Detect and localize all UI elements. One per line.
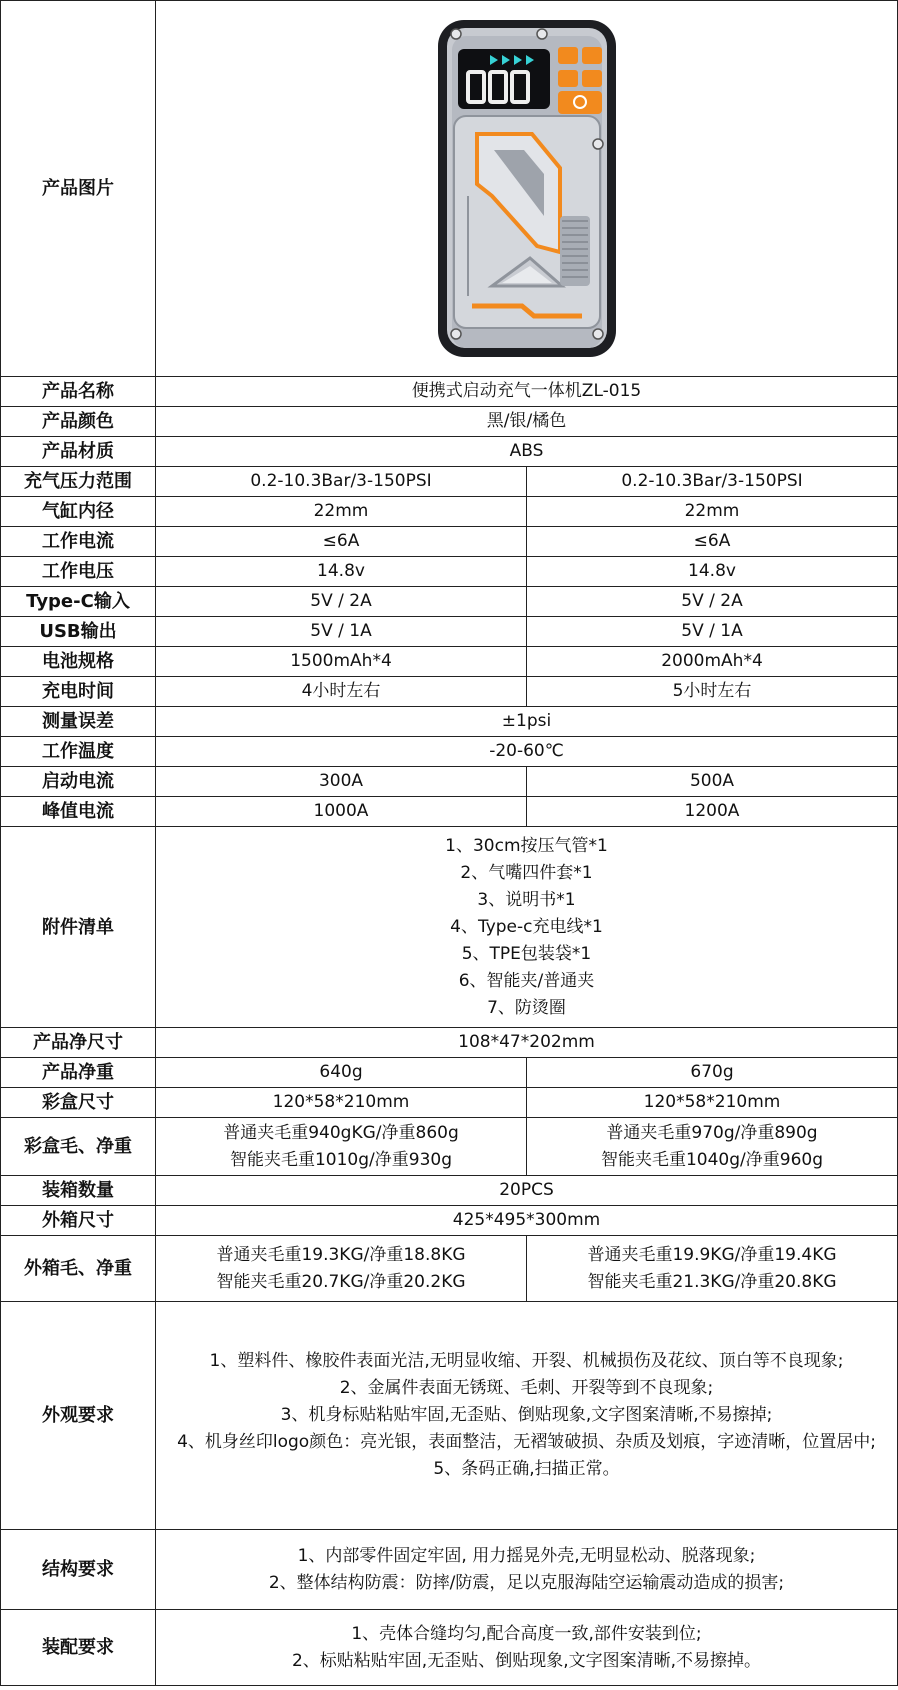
list-item: 4、机身丝印logo颜色：亮光银，表面整洁，无褶皱破损、杂质及划痕，字迹清晰，位置居中; — [177, 1432, 876, 1452]
row-accessories — [1, 827, 898, 1028]
list-item: 1、内部零件固定牢固, 用力摇晃外壳,无明显松动、脱落现象; — [297, 1545, 756, 1566]
row-box-weight — [1, 1118, 898, 1176]
row-label: 工作电压 — [1, 557, 156, 587]
row-value: ABS — [156, 437, 898, 467]
row-net-size — [1, 1028, 898, 1058]
row-label: 产品颜色 — [1, 407, 156, 437]
row-label: 工作温度 — [1, 737, 156, 767]
list-item: 2、整体结构防震：防摔/防震，足以克服海陆空运输震动造成的损害; — [268, 1572, 785, 1593]
row-label: 工作电流 — [1, 527, 156, 557]
row-value-a: 4小时左右 — [156, 677, 527, 707]
row-carton-qty — [1, 1176, 898, 1206]
list-item: 2、金属件表面无锈斑、毛刺、开裂等到不良现象; — [339, 1378, 714, 1398]
row-value-a: 22mm — [156, 497, 527, 527]
row-label: 产品净重 — [1, 1058, 156, 1088]
weight-line: 普通夹毛重970g/净重890g — [606, 1122, 818, 1143]
row-value-a: 14.8v — [156, 557, 527, 587]
row-value: 20PCS — [156, 1176, 898, 1206]
row-carton-size — [1, 1206, 898, 1236]
row-current — [1, 527, 898, 557]
row-label: 电池规格 — [1, 647, 156, 677]
list-item: 4、Type-c充电线*1 — [450, 916, 603, 937]
row-label: 结构要求 — [1, 1530, 156, 1610]
row-label: 产品净尺寸 — [1, 1028, 156, 1058]
row-label: 外观要求 — [1, 1302, 156, 1530]
weight-line: 智能夹毛重20.7KG/净重20.2KG — [216, 1271, 466, 1292]
row-label: 彩盒尺寸 — [1, 1088, 156, 1118]
row-label: 彩盒毛、净重 — [1, 1118, 156, 1176]
row-value-a: 300A — [156, 767, 527, 797]
row-label: 充电时间 — [1, 677, 156, 707]
row-value-a: 5V / 1A — [156, 617, 527, 647]
row-value-b: ≤6A — [527, 527, 898, 557]
row-value-a — [156, 1236, 527, 1302]
row-peak-current — [1, 797, 898, 827]
row-value-b: 120*58*210mm — [527, 1088, 898, 1118]
row-value-b: 500A — [527, 767, 898, 797]
row-label: 装箱数量 — [1, 1176, 156, 1206]
row-label: 外箱毛、净重 — [1, 1236, 156, 1302]
row-value-b: 1200A — [527, 797, 898, 827]
row-label: 峰值电流 — [1, 797, 156, 827]
row-value-b: 5V / 2A — [527, 587, 898, 617]
list-item: 1、塑料件、橡胶件表面光洁,无明显收缩、开裂、机械损伤及花纹、顶白等不良现象; — [209, 1351, 844, 1371]
row-typec — [1, 587, 898, 617]
row-cylinder — [1, 497, 898, 527]
weight-line: 智能夹毛重1010g/净重930g — [229, 1149, 453, 1170]
structure-list — [156, 1530, 898, 1610]
row-assembly — [1, 1610, 898, 1686]
row-start-current — [1, 767, 898, 797]
row-name — [1, 377, 898, 407]
row-value: 108*47*202mm — [156, 1028, 898, 1058]
row-value-a: 1500mAh*4 — [156, 647, 527, 677]
jump-starter-air-pump-icon — [432, 16, 622, 361]
list-item: 1、壳体合缝均匀,配合高度一致,部件安装到位; — [351, 1623, 702, 1644]
row-product-image — [1, 1, 898, 377]
weight-line: 智能夹毛重21.3KG/净重20.8KG — [587, 1271, 837, 1292]
accessories-list — [156, 827, 898, 1028]
row-value-b — [527, 1236, 898, 1302]
row-pressure — [1, 467, 898, 497]
row-value: 425*495*300mm — [156, 1206, 898, 1236]
row-value-b: 0.2-10.3Bar/3-150PSI — [527, 467, 898, 497]
row-appearance — [1, 1302, 898, 1530]
list-item: 5、TPE包装袋*1 — [461, 943, 592, 964]
list-item: 5、条码正确,扫描正常。 — [433, 1459, 620, 1479]
row-label: 产品名称 — [1, 377, 156, 407]
row-value: 黑/银/橘色 — [156, 407, 898, 437]
row-label: 充气压力范围 — [1, 467, 156, 497]
list-item: 2、气嘴四件套*1 — [460, 862, 593, 883]
appearance-list — [156, 1302, 898, 1530]
row-label: Type-C输入 — [1, 587, 156, 617]
product-image-cell — [156, 1, 898, 377]
row-value-a — [156, 1118, 527, 1176]
weight-line: 普通夹毛重940gKG/净重860g — [223, 1122, 459, 1143]
row-label: USB输出 — [1, 617, 156, 647]
row-value-b: 5V / 1A — [527, 617, 898, 647]
row-temp — [1, 737, 898, 767]
row-label: 测量误差 — [1, 707, 156, 737]
row-value-a: ≤6A — [156, 527, 527, 557]
label-product-image: 产品图片 — [1, 1, 156, 377]
list-item: 2、标贴粘贴牢固,无歪贴、倒贴现象,文字图案清晰,不易擦掉。 — [291, 1650, 762, 1671]
row-value-b: 5小时左右 — [527, 677, 898, 707]
row-charge-time — [1, 677, 898, 707]
list-item: 3、说明书*1 — [477, 889, 576, 910]
row-error — [1, 707, 898, 737]
row-value-a: 1000A — [156, 797, 527, 827]
weight-line: 普通夹毛重19.3KG/净重18.8KG — [216, 1244, 466, 1265]
row-material — [1, 437, 898, 467]
row-value-a: 0.2-10.3Bar/3-150PSI — [156, 467, 527, 497]
row-value-b: 14.8v — [527, 557, 898, 587]
row-value-a: 640g — [156, 1058, 527, 1088]
row-carton-weight — [1, 1236, 898, 1302]
row-color — [1, 407, 898, 437]
row-value-b — [527, 1118, 898, 1176]
row-battery — [1, 647, 898, 677]
list-item: 1、30cm按压气管*1 — [445, 835, 608, 856]
weight-line: 智能夹毛重1040g/净重960g — [600, 1149, 824, 1170]
row-label: 附件清单 — [1, 827, 156, 1028]
row-value-b: 2000mAh*4 — [527, 647, 898, 677]
row-net-weight — [1, 1058, 898, 1088]
row-label: 外箱尺寸 — [1, 1206, 156, 1236]
row-label: 气缸内径 — [1, 497, 156, 527]
row-box-size — [1, 1088, 898, 1118]
row-label: 产品材质 — [1, 437, 156, 467]
row-value: -20-60℃ — [156, 737, 898, 767]
weight-line: 普通夹毛重19.9KG/净重19.4KG — [587, 1244, 837, 1265]
list-item: 7、防烫圈 — [487, 997, 566, 1018]
row-value-b: 670g — [527, 1058, 898, 1088]
assembly-list — [156, 1610, 898, 1686]
row-label: 装配要求 — [1, 1610, 156, 1686]
row-usb — [1, 617, 898, 647]
list-item: 6、智能夹/普通夹 — [458, 970, 595, 991]
row-voltage — [1, 557, 898, 587]
row-structure — [1, 1530, 898, 1610]
row-value-a: 120*58*210mm — [156, 1088, 527, 1118]
row-value: ±1psi — [156, 707, 898, 737]
row-label: 启动电流 — [1, 767, 156, 797]
list-item: 3、机身标贴粘贴牢固,无歪贴、倒贴现象,文字图案清晰,不易擦掉; — [280, 1405, 773, 1425]
row-value-b: 22mm — [527, 497, 898, 527]
row-value: 便携式启动充气一体机ZL-015 — [156, 377, 898, 407]
row-value-a: 5V / 2A — [156, 587, 527, 617]
